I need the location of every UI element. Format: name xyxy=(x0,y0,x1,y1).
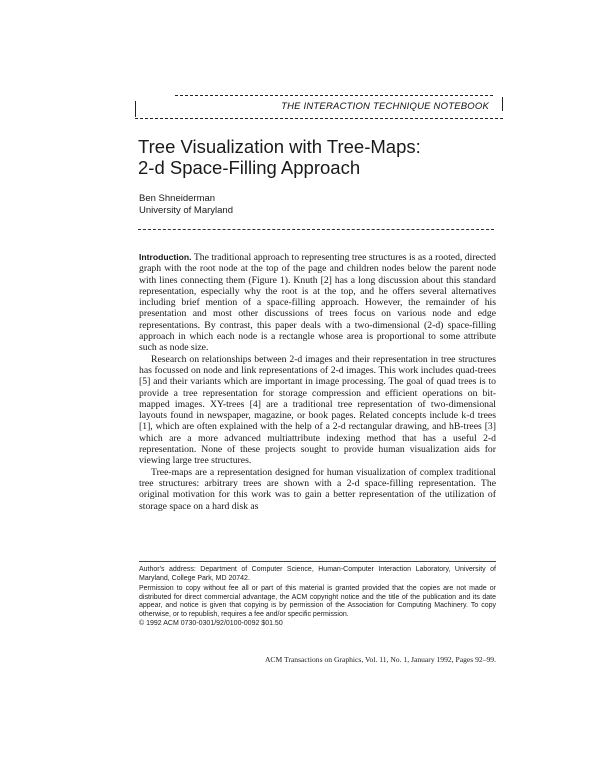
header-right-tick xyxy=(502,97,503,111)
title-line-2: 2-d Space-Filling Approach xyxy=(138,157,361,178)
series-label: THE INTERACTION TECHNIQUE NOTEBOOK xyxy=(281,101,489,112)
paragraph-1-text: The traditional approach to representing tree structures is as a rooted, directed graph with the root node at the top of the page and children nodes below the parent node with lines connecting them (Figure 1). Knuth [2] has a long discussion about this standard representation, especially why the root is at the top, and he offers several alternatives including brief mention of a space-filling approach. However, the remainder of his presentation and most other discussions of trees focus on various node and edge representations. By contrast, this paper deals with a two-dimensional (2-d) space-filling approach in which each node is a rectangle whose area is proportional to some attribute such as node size. xyxy=(139,252,497,354)
journal-citation: ACM Transactions on Graphics, Vol. 11, No. 1, January 1992, Pages 92–99. xyxy=(264,655,496,664)
header-bottom-rule xyxy=(135,118,503,119)
paper-title xyxy=(138,136,498,178)
footnotes xyxy=(139,566,496,628)
author-address: Author's address: Department of Computer Science, Human-Computer Interaction Laboratory, University of Maryland, College Park, MD 20742. xyxy=(139,566,496,582)
section-lead-introduction: Introduction. xyxy=(139,252,192,262)
series-header-band xyxy=(135,95,503,123)
title-line-1: Tree Visualization with Tree-Maps: xyxy=(138,136,421,157)
paragraph-3: Tree-maps are a representation designed for human visualization of complex traditional tree structures: arbitrary trees are shown with a 2-d space-filling representation. The original motivation for this work was to gain a better representation of the utilization of storage space on a hard disk as xyxy=(139,466,496,512)
author-name: Ben Shneiderman xyxy=(139,193,216,204)
author-block xyxy=(139,193,233,217)
copyright-line: © 1992 ACM 0730-0301/92/0100-0092 $01.50 xyxy=(139,619,283,627)
permission-notice: Permission to copy without fee all or part of this material is granted provided that the copies are not made or distributed for direct commercial advantage, the ACM copyright notice and the title of the publication and its date appear, and notice is given that copying is by permission of the Association for Computing Machinery. To copy otherwise, or to republish, requires a fee and/or specific permission. xyxy=(139,585,496,618)
paragraph-introduction xyxy=(139,252,496,354)
body-text xyxy=(139,252,496,512)
author-affiliation: University of Maryland xyxy=(139,205,233,216)
header-top-rule xyxy=(175,95,493,96)
footnote-rule xyxy=(139,561,496,562)
title-divider xyxy=(138,229,494,230)
paragraph-2: Research on relationships between 2-d images and their representation in tree structures has focussed on node and link representations of 2-d images. This work includes quad-trees [5] and their variants which are important in image processing. The goal of quad trees is to provide a tree representation for storage compression and efficient operations on bit-mapped images. XY-trees [4] are a traditional tree representation of two-dimensional layouts found in newspaper, magazine, or book pages. Related concepts include k-d trees [1], which are often explained with the help of a 2-d rectangular drawing, and hB-trees [3] which are a more advanced multiattribute indexing method that has a useful 2-d representation. None of these projects sought to provide human visualization aids for viewing large tree structures. xyxy=(139,353,496,467)
header-left-tick xyxy=(135,101,136,117)
